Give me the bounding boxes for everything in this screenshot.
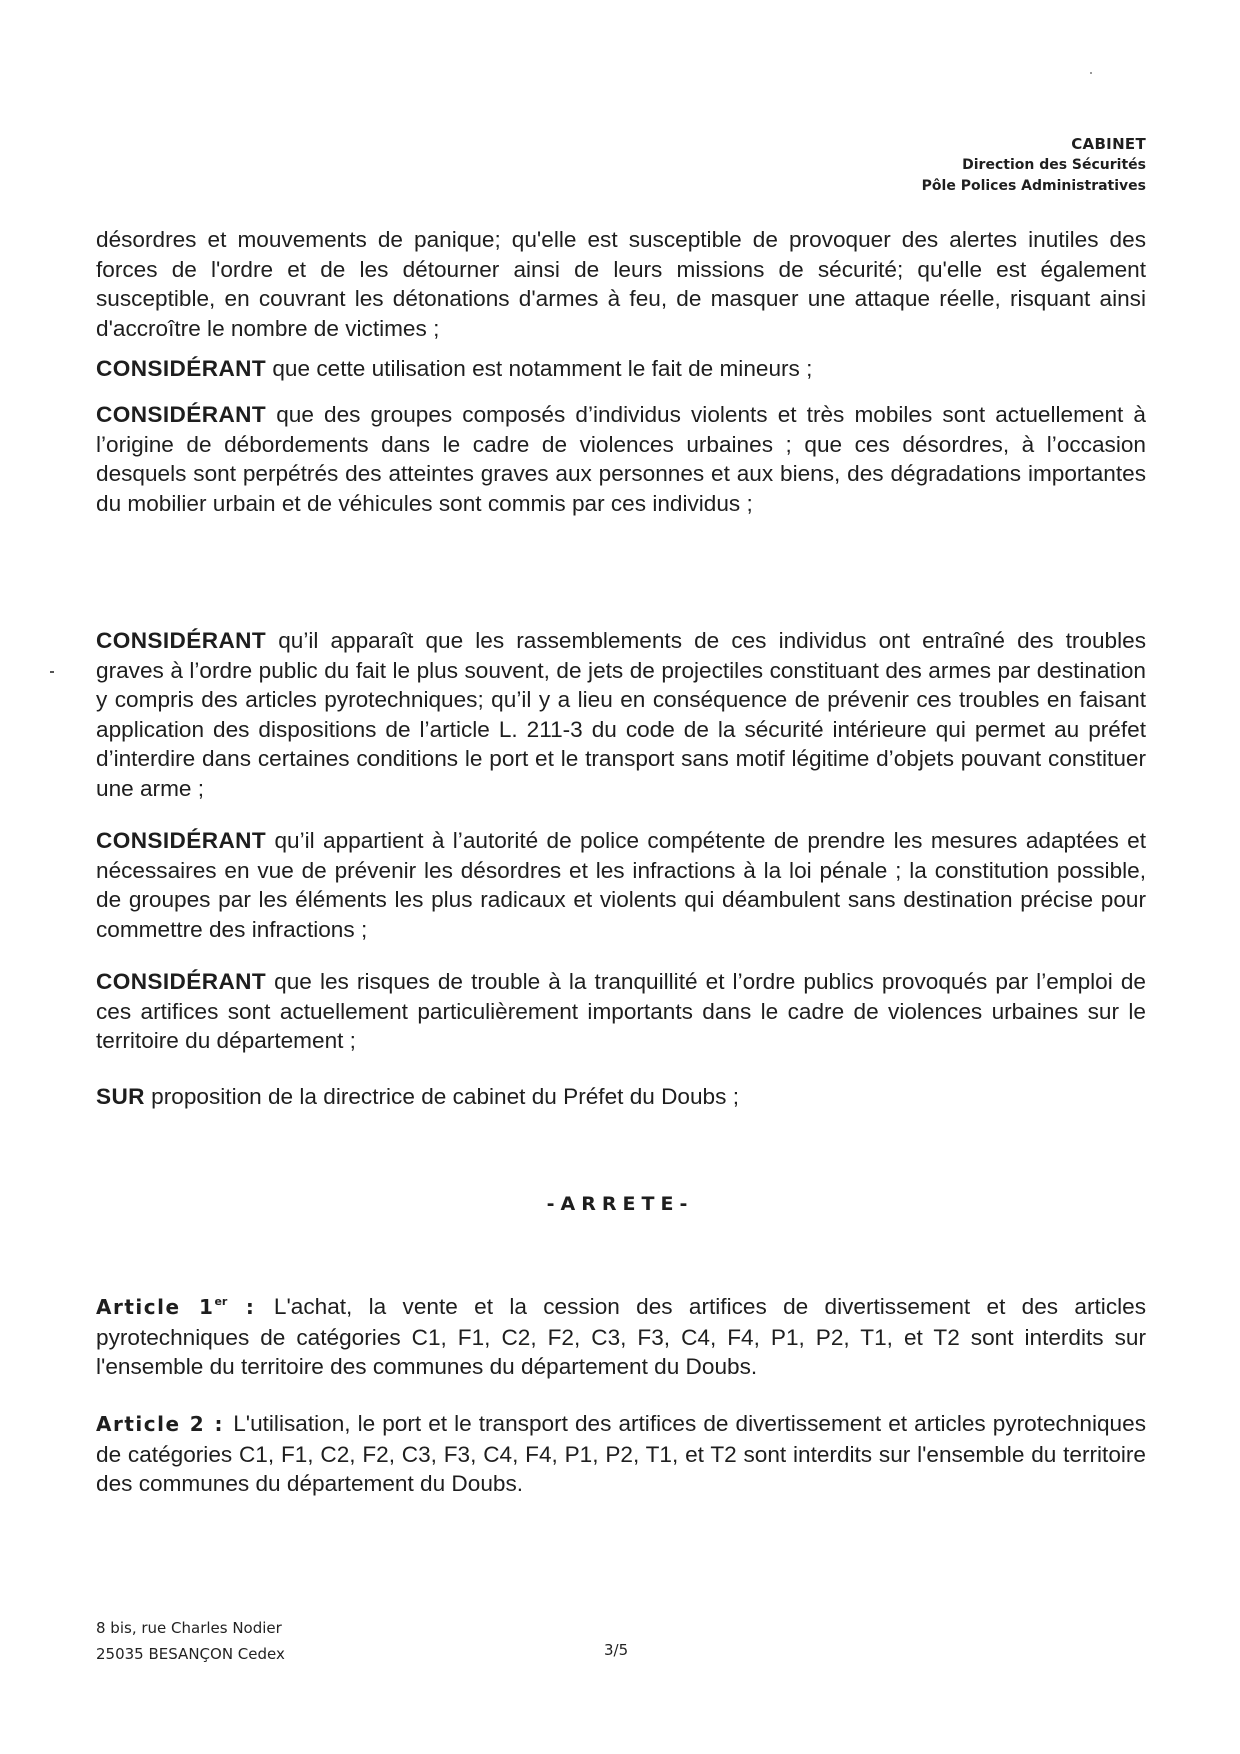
paragraph-keyword: CONSIDÉRANT <box>96 828 267 853</box>
article-label: Article 1er : <box>96 1295 274 1319</box>
considerant-paragraph <box>96 354 1146 384</box>
considerant-paragraph <box>96 967 1146 1056</box>
paragraph-keyword: CONSIDÉRANT <box>96 628 267 653</box>
article-text: L'utilisation, le port et le transport des artifices de divertissement et articles pyrotechniques de catégories C1, F1, C2, F2, C3, F3, C4, F4, P1, P2, T1, et T2 sont interdits sur l'ensemble du territoire des communes du département du Doubs. <box>96 1411 1146 1496</box>
considerant-paragraph <box>96 626 1146 803</box>
paragraph-text: qu’il appartient à l’autorité de police compétente de prendre les mesures adaptées et nécessaires en vue de prévenir les désordres et les infractions à la loi pénale ; la constitution possible, de groupes par les éléments les plus radicaux et violents qui déambulent sans destination précise pour commettre des infractions ; <box>96 828 1146 942</box>
page-number: 3/5 <box>604 1641 629 1659</box>
article-1 <box>96 1287 1146 1382</box>
considerant-paragraph <box>96 400 1146 518</box>
footer-address <box>96 1615 285 1667</box>
arrete-title: -ARRETE- <box>546 1193 694 1215</box>
article-label: Article 2 : <box>96 1412 234 1436</box>
paragraph-text: désordres et mouvements de panique; qu'elle est susceptible de provoquer des alertes inutiles des forces de l'ordre et de les détourner ainsi de leurs missions de sécurité; qu'elle est également susceptible, en couvrant les détonations d'armes à feu, de masquer une attaque réelle, risquant ainsi d'accroître le nombre de victimes ; <box>96 227 1146 341</box>
paragraph-text: proposition de la directrice de cabinet du Préfet du Doubs ; <box>144 1084 739 1109</box>
paragraph-keyword: CONSIDÉRANT <box>96 402 267 427</box>
header-pole: Pôle Polices Administratives <box>921 178 1146 194</box>
paragraph-continuation <box>96 225 1146 343</box>
header-cabinet: CABINET <box>1071 135 1146 153</box>
considerant-paragraph <box>96 826 1146 944</box>
paragraph-keyword: SUR <box>96 1084 145 1109</box>
header-direction: Direction des Sécurités <box>962 157 1146 173</box>
scan-artifact <box>50 671 54 673</box>
article-text: L'achat, la vente et la cession des artifices de divertissement et des articles pyrotechniques de catégories C1, F1, C2, F2, C3, F3, C4, F4, P1, P2, T1, et T2 sont interdits sur l'ensemble du territoire des communes du département du Doubs. <box>96 1294 1146 1379</box>
scan-artifact <box>1090 72 1092 74</box>
paragraph-text: que cette utilisation est notamment le fait de mineurs ; <box>266 356 813 381</box>
article-2 <box>96 1409 1146 1499</box>
paragraph-text: que des groupes composés d’individus violents et très mobiles sont actuellement à l’origine de débordements dans le cadre de violences urbaines ; que ces désordres, à l’occasion desquels sont perpétrés des atteintes graves aux personnes et aux biens, des dégradations importantes du mobilier urbain et de véhicules sont commis par ces individus ; <box>96 402 1146 516</box>
paragraph-text: qu’il apparaît que les rassemblements de ces individus ont entraîné des troubles graves à l’ordre public du fait le plus souvent, de jets de projectiles constituant des armes par destination y compris des articles pyrotechniques; qu’il y a lieu en conséquence de prévenir ces troubles en faisant application des dispositions de l’article L. 211-3 du code de la sécurité intérieure qui permet au préfet d’interdire dans certaines conditions le port et le transport sans motif légitime d’objets pouvant constituer une arme ; <box>96 628 1146 801</box>
paragraph-text: que les risques de trouble à la tranquillité et l’ordre publics provoqués par l’emploi de ces artifices sont actuellement particulièrement importants dans le cadre de violences urbaines sur le territoire du département ; <box>96 969 1146 1053</box>
paragraph-keyword: CONSIDÉRANT <box>96 356 267 381</box>
address-line-1: 8 bis, rue Charles Nodier <box>96 1619 282 1637</box>
issuer-header <box>922 134 1146 197</box>
address-line-2: 25035 BESANÇON Cedex <box>96 1645 285 1663</box>
paragraph-keyword: CONSIDÉRANT <box>96 969 267 994</box>
sur-paragraph <box>96 1082 1146 1112</box>
